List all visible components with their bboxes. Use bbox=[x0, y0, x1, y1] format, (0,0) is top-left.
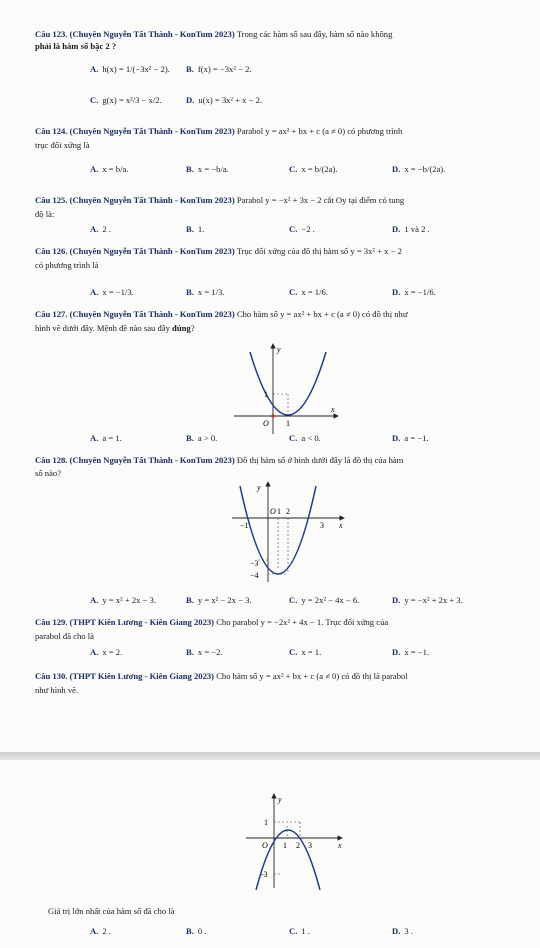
question-127-option-d: D. a = −1. bbox=[392, 433, 429, 443]
x-axis-label: x bbox=[331, 405, 335, 414]
question-124-option-a: A. x = b/a. bbox=[90, 164, 129, 174]
question-127-stem-cont: hình vẽ dưới đây. Mệnh đề nào sau đây đúng? bbox=[35, 323, 195, 333]
question-123-heading: Câu 123. (Chuyên Nguyễn Tất Thành - KonTum 2023) bbox=[35, 29, 235, 39]
question-124-stem: Parabol y = ax² + bx + c (a ≠ 0) có phương trình bbox=[236, 126, 403, 136]
question-125-stem: Parabol y = −x² + 3x − 2 cắt Oy tại điểm có tung bbox=[236, 195, 405, 205]
question-124-stem-cont: trục đối xứng là bbox=[35, 140, 90, 150]
question-128-graph bbox=[226, 478, 350, 586]
question-123-option-b: B. f(x) = −3x² − 2. bbox=[186, 64, 252, 74]
question-123-stem: Trong các hàm số sau đây, hàm số nào không bbox=[236, 29, 393, 39]
x-axis-label: x bbox=[338, 841, 342, 850]
y-tick-label: −3 bbox=[250, 559, 259, 568]
question-124-option-b: B. x = −b/a. bbox=[186, 164, 229, 174]
question-123-option-d: D. u(x) = 3x² + x − 2. bbox=[186, 95, 263, 105]
x-tick-label: −1 bbox=[240, 521, 249, 530]
question-129-option-a: A. x = 2. bbox=[90, 647, 123, 657]
question-125-option-d: D. 1 và 2 . bbox=[392, 224, 430, 234]
question-126-stem: Trục đối xứng của đồ thị hàm số y = 3x² + x − 2 bbox=[236, 246, 402, 256]
x-tick-label: 2 bbox=[296, 841, 300, 850]
x-tick-label: 1 bbox=[283, 841, 287, 850]
x-tick-label: 3 bbox=[308, 841, 312, 850]
question-128-option-c: C. y = 2x² − 4x − 6. bbox=[289, 595, 360, 605]
question-129-heading: Câu 129. (THPT Kiên Lương - Kiên Giang 2023) bbox=[35, 617, 215, 627]
question-129-option-c: C. x = 1. bbox=[289, 647, 322, 657]
question-123-stem-cont: phải là hàm số bậc 2 ? bbox=[35, 41, 117, 51]
question-130-stem: Cho hàm số y = ax² + bx + c (a ≠ 0) có đồ thị là parabol bbox=[216, 671, 408, 681]
y-axis-label: y bbox=[257, 483, 261, 492]
question-126-option-a: A. x = −1/3. bbox=[90, 287, 134, 297]
y-tick-label: -3 bbox=[261, 870, 268, 879]
x-tick-label: 1 bbox=[286, 419, 290, 428]
question-126-line1 bbox=[35, 246, 402, 257]
question-129-option-b: B. x = −2. bbox=[186, 647, 223, 657]
question-129-line1 bbox=[35, 617, 388, 628]
origin-label: O bbox=[262, 841, 268, 850]
question-129-option-d: D. x = −1. bbox=[392, 647, 430, 657]
origin-point bbox=[271, 414, 275, 418]
question-125-heading: Câu 125. (Chuyên Nguyễn Tất Thành - KonTum 2023) bbox=[35, 195, 235, 205]
origin-label: O bbox=[263, 419, 269, 428]
page-gap bbox=[0, 752, 540, 760]
question-130-graph bbox=[226, 790, 348, 890]
question-126-option-c: C. x = 1/6. bbox=[289, 287, 328, 297]
question-127-heading: Câu 127. (Chuyên Nguyễn Tất Thành - KonTum 2023) bbox=[35, 309, 235, 319]
question-128-stem-cont: số nào? bbox=[35, 468, 62, 478]
question-130-option-d: D. 3 . bbox=[392, 926, 413, 936]
question-130-option-a: A. 2 . bbox=[90, 926, 111, 936]
question-124-option-d: D. x = −b/(2a). bbox=[392, 164, 446, 174]
question-127-option-c: C. a < 0. bbox=[289, 433, 321, 443]
question-127-stem: Cho hàm số y = ax² + bx + c (a ≠ 0) có đồ thị như bbox=[236, 309, 408, 319]
x-tick-label: 2 bbox=[286, 507, 290, 516]
question-127-line1 bbox=[35, 309, 408, 320]
question-128-option-b: B. y = x² − 2x − 3. bbox=[186, 595, 252, 605]
question-124-heading: Câu 124. (Chuyên Nguyễn Tất Thành - KonTum 2023) bbox=[35, 126, 235, 136]
question-130-stem-cont: như hình vẽ. bbox=[35, 685, 79, 695]
parabola-curve bbox=[256, 830, 320, 890]
question-125-option-b: B. 1. bbox=[186, 224, 205, 234]
question-129-stem: Cho parabol y = −2x² + 4x − 1. Trục đối xứng của bbox=[216, 617, 389, 627]
question-129-stem-cont: parabol đã cho là bbox=[35, 631, 94, 641]
question-130-line1 bbox=[35, 671, 408, 682]
origin-label: O bbox=[270, 507, 276, 516]
question-127-graph bbox=[228, 338, 344, 438]
x-axis-label: x bbox=[339, 521, 343, 530]
question-128-option-a: A. y = x² + 2x − 3. bbox=[90, 595, 156, 605]
y-tick-label: 1 bbox=[264, 390, 268, 399]
question-130-prompt: Giá trị lớn nhất của hàm số đã cho là bbox=[48, 906, 175, 916]
question-128-heading: Câu 128. (Chuyên Nguyễn Tất Thành - KonTum 2023) bbox=[35, 455, 235, 465]
question-125-option-c: C. −2 . bbox=[289, 224, 315, 234]
y-tick-label: 1 bbox=[264, 818, 268, 827]
y-axis-label: y bbox=[278, 795, 282, 804]
question-125-stem-cont: độ là: bbox=[35, 209, 55, 219]
question-130-option-b: B. 0 . bbox=[186, 926, 207, 936]
question-124-option-c: C. x = b/(2a). bbox=[289, 164, 338, 174]
question-127-option-b: B. a > 0. bbox=[186, 433, 218, 443]
parabola-curve bbox=[250, 352, 326, 415]
question-125-option-a: A. 2 . bbox=[90, 224, 111, 234]
question-126-stem-cont: có phương trình là bbox=[35, 260, 99, 270]
question-130-option-c: C. 1 . bbox=[289, 926, 310, 936]
question-126-option-b: B. x = 1/3. bbox=[186, 287, 225, 297]
x-tick-label: 1 bbox=[277, 507, 281, 516]
question-128-stem: Đồ thị hàm số ở hình dưới đây là đồ thị của hàm bbox=[236, 455, 404, 465]
y-axis-label: y bbox=[277, 345, 281, 354]
y-tick-label: −4 bbox=[250, 571, 259, 580]
question-124-line1 bbox=[35, 126, 402, 137]
question-128-line1 bbox=[35, 455, 403, 466]
question-127-option-a: A. a = 1. bbox=[90, 433, 122, 443]
question-128-option-d: D. y = −x² + 2x + 3. bbox=[392, 595, 463, 605]
question-123-option-c: C. g(x) = x²/3 − x/2. bbox=[90, 95, 162, 105]
x-tick-label: 3 bbox=[320, 521, 324, 530]
question-130-heading: Câu 130. (THPT Kiên Lương - Kiên Giang 2023) bbox=[35, 671, 215, 681]
question-126-heading: Câu 126. (Chuyên Nguyễn Tất Thành - KonTum 2023) bbox=[35, 246, 235, 256]
question-123-option-a: A. h(x) = 1/(−3x² − 2). bbox=[90, 64, 170, 74]
question-123-line1 bbox=[35, 29, 392, 40]
question-126-option-d: D. x = −1/6. bbox=[392, 287, 436, 297]
question-125-line1 bbox=[35, 195, 404, 206]
